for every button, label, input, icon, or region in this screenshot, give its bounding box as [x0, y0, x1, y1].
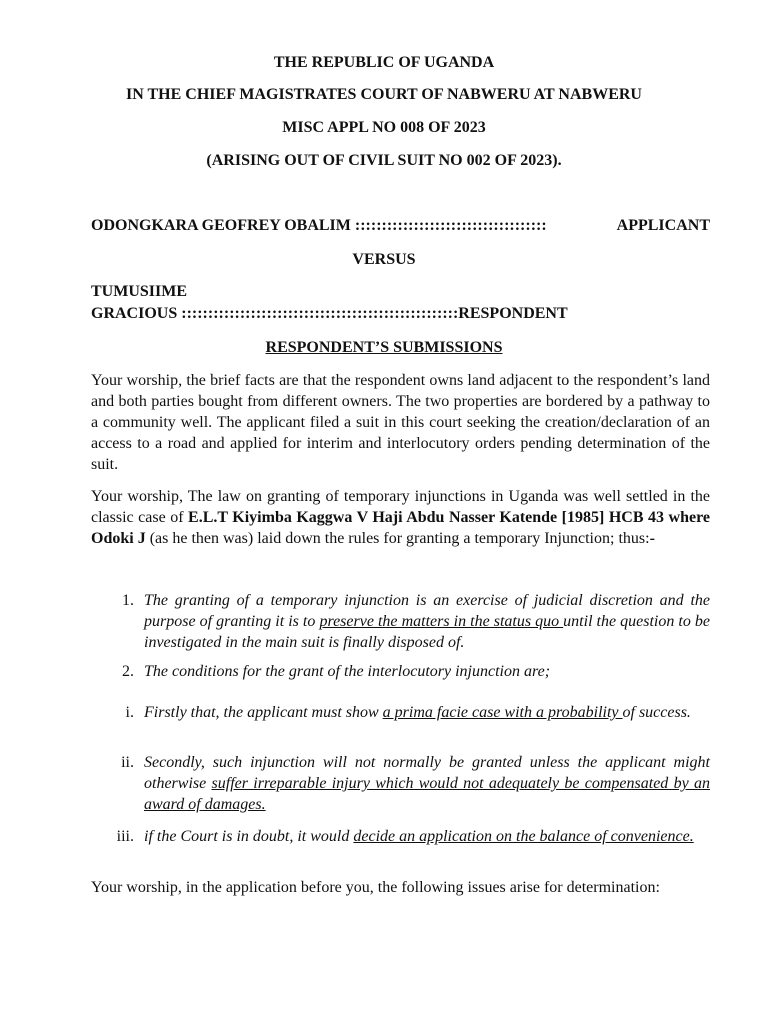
applicant-role: APPLICANT [616, 217, 710, 234]
case-citation: E.L.T Kiyimba Kaggwa V Haji Abdu Nasser Katende [1985] HCB 43 where Odoki J [91, 509, 711, 547]
versus-label: VERSUS [352, 251, 416, 268]
list-marker: ii. [121, 754, 134, 771]
balance-of-convenience-underline: decide an application on the balance of convenience. [353, 828, 694, 845]
submission-title: RESPONDENT’S SUBMISSIONS [265, 339, 503, 356]
law-paragraph [91, 486, 710, 549]
applicant-line [91, 217, 710, 235]
facts-paragraph: Your worship, the brief facts are that the respondent owns land adjacent to the respondent’s land and both parties bought from different owners. The two properties are bordered by a pathway to a community well. The applicant filed a suit in this court seeking the creation/declaration of an access to a road and applied for interim and interlocutory orders pending determination of the suit. [91, 372, 710, 473]
law-text-rest: (as he then was) laid down the rules for granting a temporary Injunction; thus: [145, 530, 650, 547]
header-court: IN THE CHIEF MAGISTRATES COURT OF NABWERU AT NABWERU [126, 86, 642, 103]
list-item-1: 1. The granting of a temporary injunction is an exercise of judicial discretion and the purpose of granting it is to preserve the matters in the status quo until the question to be investigated in the main suit is finally disposed of. [100, 590, 710, 653]
header-case-number: MISC APPL NO 008 OF 2023 [282, 119, 486, 136]
list-marker: i. [125, 704, 134, 721]
issues-paragraph: Your worship, in the application before you, the following issues arise for determination: [91, 879, 660, 896]
header-republic: THE REPUBLIC OF UGANDA [273, 54, 495, 71]
respondent-colons: :::::::::::::::::::::::::::::::::::::::::::::::::::: [181, 305, 459, 322]
list-item-i: i. Firstly that, the applicant must show a prima facie case with a probability of success. [100, 702, 710, 723]
list-item-2: 2. The conditions for the grant of the interlocutory injunction are; [100, 661, 710, 682]
applicant-name: ODONGKARA GEOFREY OBALIM [91, 217, 351, 234]
header-arising: (ARISING OUT OF CIVIL SUIT NO 002 OF 2023). [206, 152, 562, 169]
list-marker: 2. [122, 663, 134, 680]
respondent-name: GRACIOUS [91, 305, 178, 322]
law-text-ending: - [649, 530, 655, 547]
respondent-line [91, 305, 710, 323]
applicant-colons: :::::::::::::::::::::::::::::::::::: [354, 217, 547, 234]
respondent-role: RESPONDENT [458, 305, 568, 322]
respondent-name-line1: TUMUSIIME [91, 283, 188, 300]
list-item-ii: ii. Secondly, such injunction will not normally be granted unless the applicant might otherwise suffer irreparable injury which would not adequately be compensated by an award of damages. [100, 752, 710, 815]
status-quo-underline: preserve the matters in the status quo [319, 613, 564, 630]
list-marker: iii. [116, 828, 134, 845]
list-item-iii: iii. if the Court is in doubt, it would decide an application on the balance of convenience. [100, 826, 710, 847]
law-text-intro: Your worship, The law on granting of temporary injunctions in Uganda was well settled in the classic case of [91, 488, 710, 526]
list-marker: 1. [122, 592, 134, 609]
irreparable-injury-underline: suffer irreparable injury which would not adequately be compensated by an award of damages. [144, 775, 710, 813]
prima-facie-underline: a prima facie case with a probability [382, 704, 623, 721]
